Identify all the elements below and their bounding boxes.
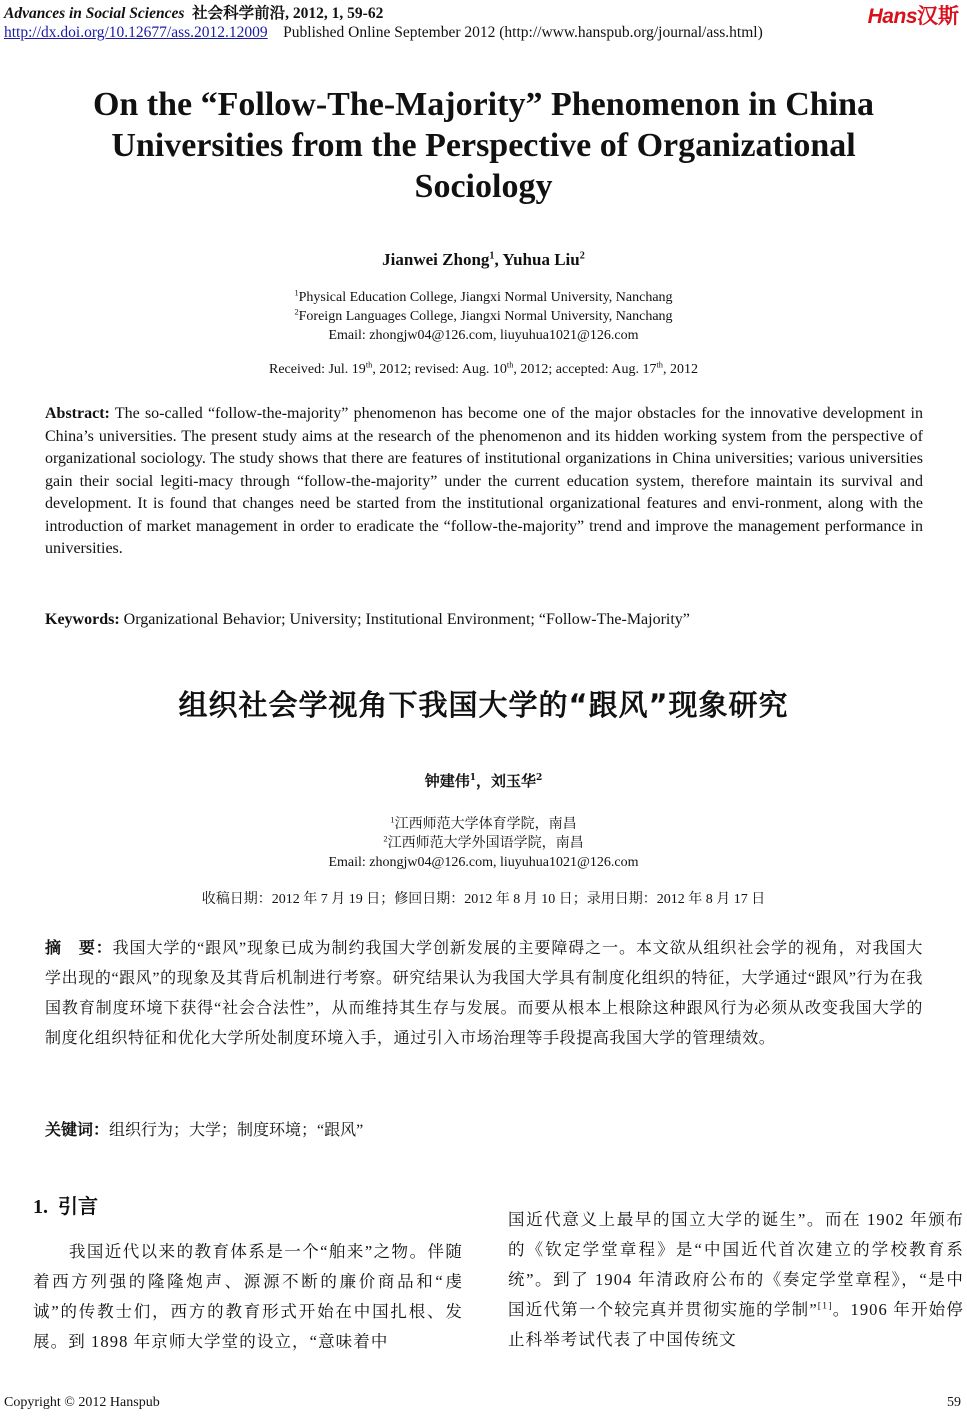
abstract-label: Abstract:	[45, 405, 110, 422]
affiliation	[0, 834, 967, 853]
date-text: Received: Jul. 19	[269, 362, 366, 377]
keywords-text: 组织行为；大学；制度环境；“跟风”	[109, 1122, 364, 1139]
affiliation	[0, 307, 967, 326]
section-heading	[33, 1190, 98, 1219]
author-separator: ,	[494, 250, 503, 269]
logo-text-zh: 汉斯	[917, 5, 959, 28]
chinese-title: 组织社会学视角下我国大学的“跟风”现象研究	[178, 688, 789, 722]
date-text: , 2012; revised: Aug. 10	[372, 362, 507, 377]
affiliation	[0, 288, 967, 307]
body-column-right	[508, 1205, 964, 1355]
date-text: , 2012; accepted: Aug. 17	[513, 362, 657, 377]
title-line: Universities from the Perspective of Organizational	[111, 127, 856, 164]
abstract-en	[45, 403, 923, 561]
author-separator: ，	[475, 772, 491, 790]
author-sup: 2	[536, 773, 543, 783]
section-number: 1.	[33, 1196, 48, 1218]
affiliation-sup: 1	[390, 815, 395, 825]
chinese-submission-dates: 收稿日期：2012 年 7 月 19 日；修回日期：2012 年 8 月 10 日；录用日期：2012 年 8 月 17 日	[201, 892, 766, 907]
affiliations	[0, 288, 967, 345]
doi-link[interactable]: http://dx.doi.org/10.12677/ass.2012.12009	[4, 24, 268, 41]
chinese-authors	[0, 770, 967, 791]
abstract-text: The so-called “follow-the-majority” phenomenon has become one of the major obstacles for the innovative development in China’s universities. The present study aims at the research of the phenomenon and its hidden working system from the perspective of organizational sociology. The study shows that there are features of institutional organizations in China universities; various universities gain their social legiti-macy through “follow-the-majority” under the current education system, therefore maintain its survival and development. It is found that changes need be started from the institutional organizational features and envi-ronment, along with the introduction of market management in order to eradicate the “follow-the-majority” trend and improve the management performance in universities.	[45, 405, 923, 557]
paper-title	[30, 84, 937, 207]
title-line: On the “Follow-The-Majority” Phenomenon in China	[92, 86, 875, 123]
author-sup: 2	[579, 250, 585, 262]
author-name: 钟建伟	[424, 772, 470, 790]
affiliation-sup: 2	[294, 307, 299, 317]
submission-dates	[0, 362, 967, 378]
affiliation-text: 江西师范大学体育学院，南昌	[394, 817, 577, 832]
published-online: Published Online September 2012 (http://www.hanspub.org/journal/ass.html)	[283, 24, 763, 41]
email: Email: zhongjw04@126.com, liuyuhua1021@126.com	[328, 855, 639, 870]
keywords-label: 关键词：	[45, 1120, 110, 1139]
journal-header	[4, 1, 383, 23]
citation-ref[interactable]: [1]	[817, 1300, 833, 1312]
page-number: 59	[947, 1395, 961, 1410]
affiliation-text: 江西师范大学外国语学院，南昌	[387, 836, 584, 851]
body-text: 国近代意义上最早的国立大学的诞生”。而在 1902 年颁布的《钦定学堂章程》是“中国近代首次建立的学校教育系统”。到了 1904 年清政府公布的《奏定学堂章程》，“是中国近代第一个较完真并贯彻实施的学制”	[508, 1210, 964, 1319]
journal-issue-info: 社会科学前沿, 2012, 1, 59-62	[192, 5, 384, 22]
date-sup: th	[656, 360, 663, 370]
affiliation-sup: 1	[294, 288, 299, 298]
body-text: 。1906 年开始停止科举考试代表了中国传统文	[508, 1300, 965, 1349]
abstract-text: 我国大学的“跟风”现象已成为制约我国大学创新发展的主要障碍之一。本文欲从组织社会学的视角，对我国大学出现的“跟风”的现象及其背后机制进行考察。研究结果认为我国大学具有制度化组织的特征，大学通过“跟风”行为在我国教育制度环境下获得“社会合法性”，从而维持其生存与发展。而要从根本上根除这种跟风行为必须从改变我国大学的制度化组织特征和优化大学所处制度环境入手，通过引入市场治理等手段提高我国大学的管理绩效。	[45, 940, 923, 1047]
affiliation-text: Foreign Languages College, Jiangxi Normal University, Nanchang	[298, 309, 673, 324]
abstract-label: 摘 要：	[45, 938, 113, 957]
publication-line	[4, 24, 763, 42]
author-name: Jianwei Zhong	[382, 250, 490, 269]
keywords-zh	[45, 1117, 363, 1140]
author-sup: 1	[489, 250, 495, 262]
keywords-label: Keywords:	[45, 611, 120, 628]
affiliation	[0, 815, 967, 834]
author-name: 刘玉华	[491, 772, 537, 790]
author-name: Yuhua Liu	[502, 250, 580, 269]
email: Email: zhongjw04@126.com, liuyuhua1021@126.com	[328, 328, 639, 343]
author-sup: 1	[469, 773, 476, 783]
section-title: 引言	[58, 1194, 98, 1218]
chinese-affiliations	[0, 815, 967, 872]
copyright: Copyright © 2012 Hanspub	[4, 1395, 160, 1410]
date-sup: th	[365, 360, 373, 370]
journal-name: Advances in Social Sciences	[4, 5, 185, 22]
title-line: Sociology	[414, 168, 553, 205]
affiliation-text: Physical Education College, Jiangxi Normal University, Nanchang	[298, 290, 673, 305]
keywords-text: Organizational Behavior; University; Institutional Environment; “Follow-The-Majority”	[119, 611, 690, 628]
body-column-left: 我国近代以来的教育体系是一个“舶来”之物。伴随着西方列强的隆隆炮声、源源不断的廉价商品和“虔诚”的传教士们，西方的教育形式开始在中国扎根、发展。到 1898 年京师大学堂的设立，“意味着中	[33, 1242, 463, 1351]
authors	[0, 250, 967, 270]
date-sup: th	[506, 360, 514, 370]
hanspub-logo	[868, 0, 959, 30]
abstract-zh	[45, 933, 923, 1054]
keywords-en	[45, 611, 923, 629]
affiliation-sup: 2	[383, 834, 388, 844]
date-text: , 2012	[662, 362, 698, 377]
logo-text-en: Hans	[867, 5, 917, 28]
